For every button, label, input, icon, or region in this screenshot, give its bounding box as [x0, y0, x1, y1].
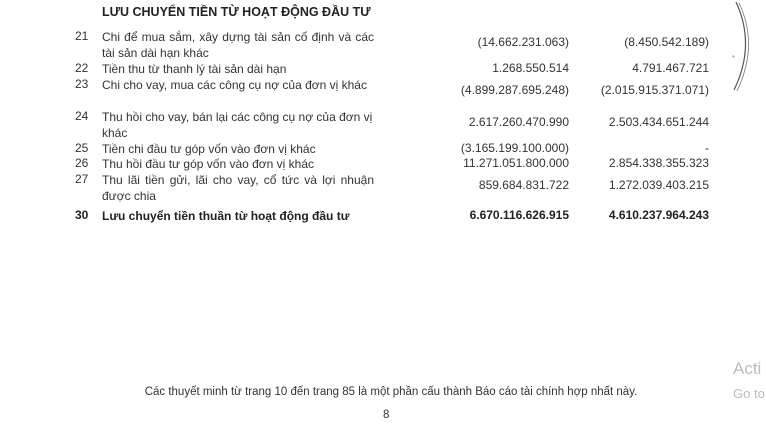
row-desc: Tiền chi đầu tư góp vốn vào đơn vị khác: [102, 142, 316, 156]
footnote: Các thuyết minh từ trang 10 đến trang 85 là một phần cấu thành Báo cáo tài chính hợp nhất này.: [144, 386, 638, 398]
prior-value: (8.450.542.189): [624, 35, 709, 49]
row-desc: Thu hồi cho vay, bán lại các công cụ nợ của đơn vị khác: [102, 110, 373, 140]
current-value: 859.684.831.722: [478, 178, 569, 192]
current-value: 11.271.051.800.000: [463, 156, 569, 170]
section-title: LƯU CHUYỂN TIỀN TỪ HOẠT ĐỘNG ĐẦU TƯ: [102, 5, 371, 19]
row-desc: Thu lãi tiền gửi, lãi cho vay, cổ tức và lợi nhuận được chia: [102, 173, 374, 203]
row-desc: Thu hồi đầu tư góp vốn vào đơn vị khác: [102, 157, 315, 171]
prior-value: 2.854.338.355.323: [608, 156, 709, 170]
row-code: 24: [75, 109, 89, 123]
row-code: 25: [75, 141, 89, 155]
prior-value: 2.503.434.651.244: [608, 115, 709, 129]
prior-value: 4.610.237.964.243: [608, 208, 709, 222]
current-value: 2.617.260.470.990: [468, 115, 569, 129]
activation-watermark-subtitle: Go to: [733, 386, 765, 401]
row-code: 26: [75, 156, 89, 170]
svg-text:*: *: [732, 55, 735, 62]
row-desc: Chi để mua sắm, xây dựng tài sản cố định và các tài sản dài hạn khác: [102, 30, 374, 60]
row-code: 27: [75, 172, 89, 186]
current-value: 1.268.550.514: [492, 61, 569, 75]
row-code: 21: [75, 29, 89, 43]
current-value: (4.899.287.695.248): [460, 83, 569, 97]
row-code: 22: [75, 61, 89, 75]
current-value: 6.670.116.626.915: [469, 208, 569, 222]
activation-watermark-title: Acti: [733, 359, 762, 378]
prior-value: (2.015.915.371.071): [600, 83, 709, 97]
stamp-edge-icon: [720, 0, 766, 100]
row-desc: Tiền thu từ thanh lý tài sản dài hạn: [102, 62, 287, 76]
prior-value: -: [705, 141, 709, 155]
page-number: 8: [383, 409, 390, 421]
row-code: 23: [75, 77, 89, 91]
current-value: (3.165.199.100.000): [460, 141, 569, 155]
prior-value: 1.272.039.403.215: [608, 178, 709, 192]
prior-value: 4.791.467.721: [632, 61, 709, 75]
row-desc: Chi cho vay, mua các công cụ nợ của đơn vị khác: [102, 78, 367, 92]
current-value: (14.662.231.063): [477, 35, 569, 49]
row-desc: Lưu chuyển tiền thuần từ hoạt động đầu tư: [102, 209, 350, 223]
row-code: 30: [75, 208, 89, 222]
